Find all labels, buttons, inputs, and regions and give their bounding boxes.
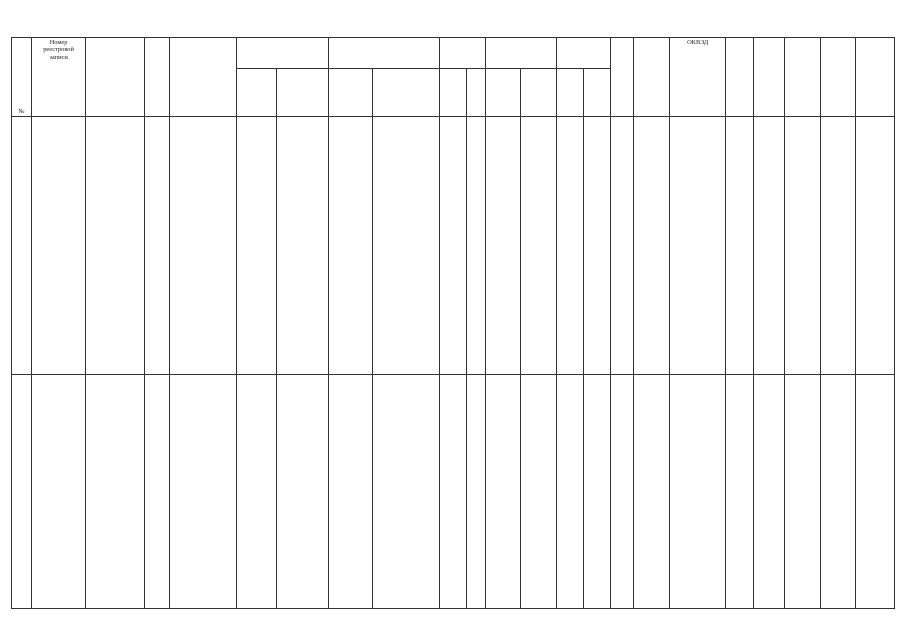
cell-conditions-2-value — [584, 117, 611, 375]
header-content-1-value — [276, 69, 328, 117]
cell-conditions-1-name — [485, 117, 521, 375]
cell-registry-number — [31, 375, 85, 609]
header-conditions-1-name — [485, 69, 521, 117]
cell-quality-indicators — [820, 117, 856, 375]
cell-conditions-1-name — [485, 375, 521, 609]
cell-content-3-value — [467, 375, 486, 609]
cell-npa-details — [784, 375, 820, 609]
cell-volume-indicators — [856, 117, 895, 375]
header-volume-indicators — [856, 38, 895, 117]
cell-content-2-value — [372, 117, 439, 375]
cell-conditions-2-name — [556, 117, 583, 375]
header-npa-type — [753, 38, 784, 117]
cell-registry-number — [31, 117, 85, 375]
cell-service-free — [634, 117, 670, 375]
cell-volume-indicators — [856, 375, 895, 609]
cell-conditions-1-value — [521, 117, 557, 375]
header-content-2-name — [328, 69, 372, 117]
cell-service-free — [634, 375, 670, 609]
header-content-3-value — [467, 69, 486, 117]
header-service-code — [144, 38, 169, 117]
cell-regional-number — [86, 117, 145, 375]
cell-consumer-category — [611, 117, 634, 375]
cell-conditions-2-value — [584, 375, 611, 609]
cell-number — [12, 375, 32, 609]
header-conditions-2 — [556, 38, 610, 69]
cell-okved — [669, 117, 725, 375]
header-conditions-2-name — [556, 69, 583, 117]
cell-content-3-name — [439, 375, 466, 609]
header-quality-indicators — [820, 38, 856, 117]
table-row — [12, 375, 895, 609]
cell-npa-type — [753, 117, 784, 375]
cell-conditions-1-value — [521, 375, 557, 609]
header-content-3-name — [439, 69, 466, 117]
header-service-free — [634, 38, 670, 117]
cell-service-name — [169, 117, 236, 375]
cell-okved — [669, 375, 725, 609]
cell-number — [12, 117, 32, 375]
cell-service-code — [144, 117, 169, 375]
header-row-top — [12, 38, 895, 69]
header-conditions-2-value — [584, 69, 611, 117]
cell-content-3-name — [439, 117, 466, 375]
header-content-3 — [439, 38, 485, 69]
cell-regional-number — [86, 375, 145, 609]
header-content-2 — [328, 38, 439, 69]
header-consumer-category — [611, 38, 634, 117]
cell-content-2-value — [372, 375, 439, 609]
header-service-name — [169, 38, 236, 117]
cell-institution-type — [726, 375, 753, 609]
cell-content-3-value — [467, 117, 486, 375]
cell-content-1-name — [236, 117, 276, 375]
cell-consumer-category — [611, 375, 634, 609]
cell-quality-indicators — [820, 375, 856, 609]
table-row — [12, 117, 895, 375]
header-regional-number — [86, 38, 145, 117]
header-conditions-1-value — [521, 69, 557, 117]
cell-service-code — [144, 375, 169, 609]
header-registry-number: Номер реестровой записи — [31, 38, 85, 117]
cell-content-2-name — [328, 375, 372, 609]
cell-institution-type — [726, 117, 753, 375]
cell-content-1-value — [276, 117, 328, 375]
cell-content-1-name — [236, 375, 276, 609]
services-registry-table — [11, 37, 895, 609]
cell-npa-details — [784, 117, 820, 375]
header-content-2-value — [372, 69, 439, 117]
header-conditions-1 — [485, 38, 556, 69]
cell-content-1-value — [276, 375, 328, 609]
cell-conditions-2-name — [556, 375, 583, 609]
document-sheet — [11, 37, 895, 615]
cell-service-name — [169, 375, 236, 609]
header-number: № — [12, 38, 32, 117]
header-okved: ОКВЭД — [669, 38, 725, 117]
header-content-1-name — [236, 69, 276, 117]
cell-npa-type — [753, 375, 784, 609]
header-npa-details — [784, 38, 820, 117]
cell-content-2-name — [328, 117, 372, 375]
header-content-1 — [236, 38, 328, 69]
header-institution-type — [726, 38, 753, 117]
